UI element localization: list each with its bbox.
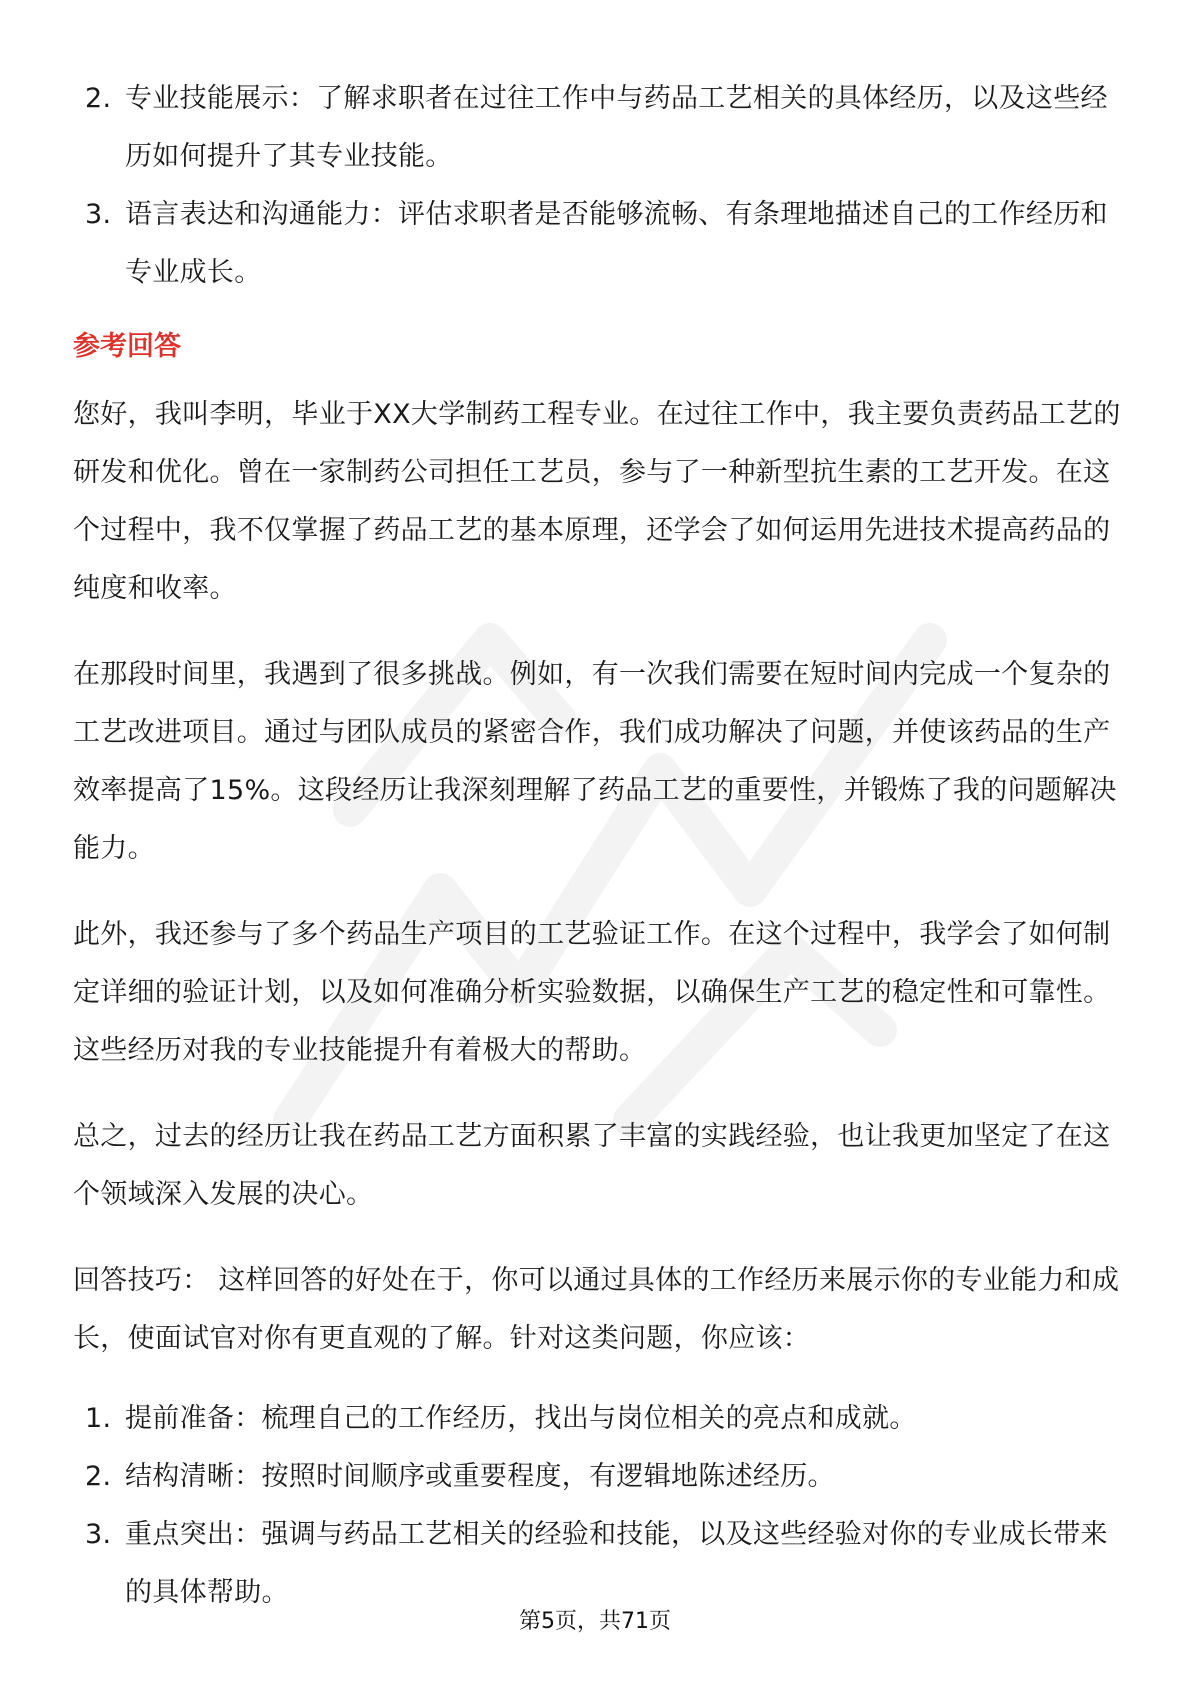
list-text: 语言表达和沟通能力：评估求职者是否能够流畅、有条理地描述自己的工作经历和专业成长。 (125, 199, 1108, 288)
list-text: 提前准备：梳理自己的工作经历，找出与岗位相关的亮点和成就。 (125, 1403, 917, 1434)
answer-paragraph: 您好，我叫李明，毕业于XX大学制药工程专业。在过往工作中，我主要负责药品工艺的研发和优化。曾在一家制药公司担任工艺员，参与了一种新型抗生素的工艺开发。在这个过程中，我不仅掌握了药品工艺的基本原理，还学会了如何运用先进技术提高药品的纯度和收率。 (73, 399, 1121, 604)
answer-paragraph: 总之，过去的经历让我在药品工艺方面积累了丰富的实践经验，也让我更加坚定了在这个领域深入发展的决心。 (73, 1121, 1111, 1210)
list-item (73, 70, 1123, 186)
tips-list (73, 1390, 1123, 1622)
tips-intro: 回答技巧： 这样回答的好处在于，你可以通过具体的工作经历来展示你的专业能力和成长，使面试官对你有更直观的了解。针对这类问题，你应该： (73, 1265, 1120, 1354)
list-number: 3. (85, 199, 112, 230)
answer-paragraph: 在那段时间里，我遇到了很多挑战。例如，有一次我们需要在短时间内完成一个复杂的工艺改进项目。通过与团队成员的紧密合作，我们成功解决了问题，并使该药品的生产效率提高了15%。这段经历让我深刻理解了药品工艺的重要性，并锻炼了我的问题解决能力。 (73, 659, 1117, 864)
list-item (73, 1390, 1123, 1448)
list-number: 2. (85, 83, 112, 114)
list-text: 结构清晰：按照时间顺序或重要程度，有逻辑地陈述经历。 (125, 1461, 835, 1492)
list-item (73, 186, 1123, 302)
answer-paragraph: 此外，我还参与了多个药品生产项目的工艺验证工作。在这个过程中，我学会了如何制定详细的验证计划，以及如何准确分析实验数据，以确保生产工艺的稳定性和可靠性。这些经历对我的专业技能提升有着极大的帮助。 (73, 919, 1111, 1066)
list-number: 3. (85, 1519, 112, 1550)
list-text: 专业技能展示：了解求职者在过往工作中与药品工艺相关的具体经历，以及这些经历如何提升了其专业技能。 (125, 83, 1108, 172)
criteria-list (73, 70, 1123, 302)
list-text: 重点突出：强调与药品工艺相关的经验和技能，以及这些经验对你的专业成长带来的具体帮助。 (125, 1519, 1108, 1608)
list-number: 1. (85, 1403, 112, 1434)
list-item (73, 1448, 1123, 1506)
page-footer: 第5页，共71页 (519, 1609, 671, 1634)
content-area (73, 70, 1123, 1622)
section-heading: 参考回答 (73, 331, 181, 362)
list-number: 2. (85, 1461, 112, 1492)
